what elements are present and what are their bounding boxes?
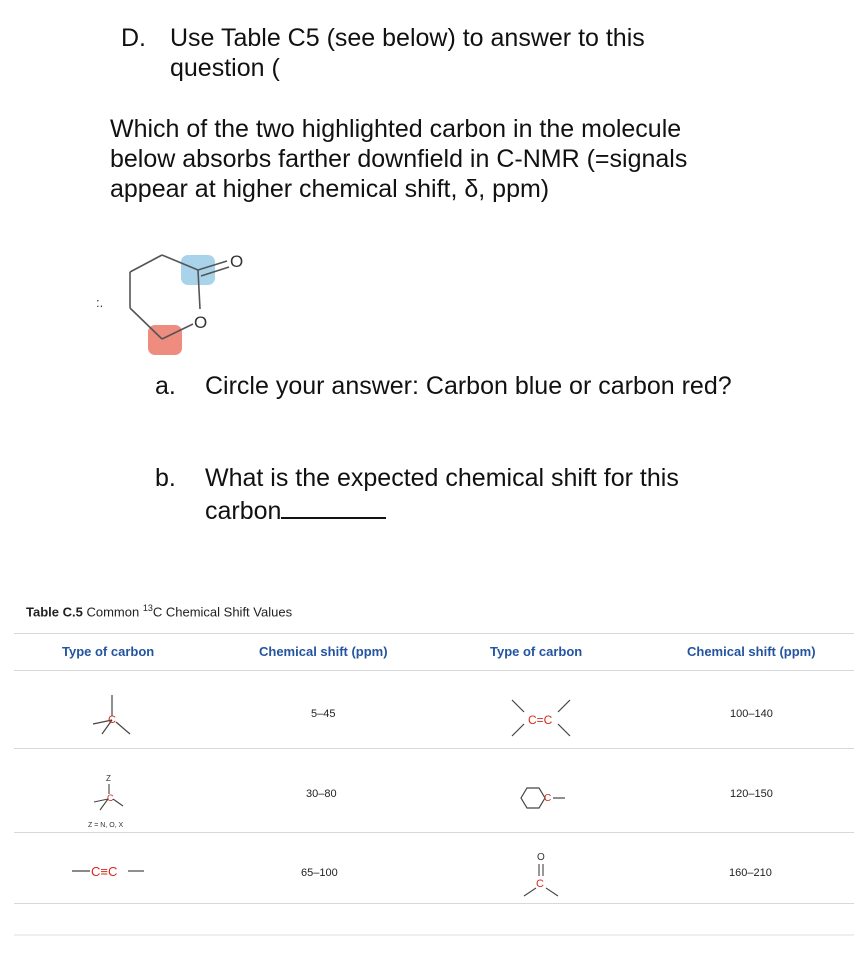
table-title-sup: 13 [142,603,153,613]
table-rule [14,670,854,671]
alkene-label: C=C [528,713,553,727]
header-shift-left: Chemical shift (ppm) [259,644,388,659]
shift-value: 100–140 [730,708,773,720]
question-letter: D. [121,24,146,52]
shift-value: 5–45 [311,708,336,720]
z-note: Z = N, O, X [88,822,124,829]
alkyne-structure [68,858,158,884]
sub-question-b-letter: b. [155,464,176,492]
question-instruction: Use Table C5 (see below) to answer to this question ( [170,24,645,82]
table-rule [14,832,854,833]
heteroatom-carbon-structure [76,772,156,832]
ring-oxygen-label: O [194,313,208,332]
header-shift-right: Chemical shift (ppm) [687,644,816,659]
carbon-label: C [107,793,114,803]
table-title-common: Common [86,604,140,620]
carbon-label: C [544,793,552,804]
table-title-suffix: C Chemical Shift Values [152,604,293,620]
tetrahedral-carbon-structure [88,690,148,740]
alkene-structure [508,694,578,742]
bottom-rule [14,934,854,936]
side-mark: :. [96,295,104,310]
question-body: Which of the two highlighted carbon in the molecule below absorbs farther downfield in C-NMR (=signals appear at higher chemical shift, δ, ppm) [110,115,688,203]
carbonyl-structure [516,850,566,902]
sub-question-b-text [205,463,725,526]
table-title-prefix: Table C.5 [26,604,83,620]
table-rule [14,633,854,634]
shift-value: 120–150 [730,788,773,800]
table-title [26,603,292,619]
sub-question-a-text: Circle your answer: Carbon blue or carbon red? [205,372,732,400]
carbon-label: C [108,714,116,726]
alkyne-label: C≡C [91,864,118,879]
header-type-left: Type of carbon [62,644,155,659]
shift-value: 65–100 [301,867,338,879]
answer-blank[interactable] [281,493,386,519]
lactone-molecule [88,225,263,365]
table-rule [14,748,854,749]
header-type-right: Type of carbon [490,644,583,659]
aromatic-carbon-structure [513,780,573,816]
shift-value: 160–210 [729,867,772,879]
carbonyl-oxygen-label: O [230,252,244,271]
table-rule [14,903,854,904]
carbonyl-oxygen-label: O [537,852,545,863]
shift-value: 30–80 [306,788,337,800]
z-label: Z [106,774,111,783]
sub-question-b-prompt: What is the expected chemical shift for this carbon [205,464,679,525]
sub-question-a-letter: a. [155,372,176,400]
carbon-label: C [536,878,544,890]
